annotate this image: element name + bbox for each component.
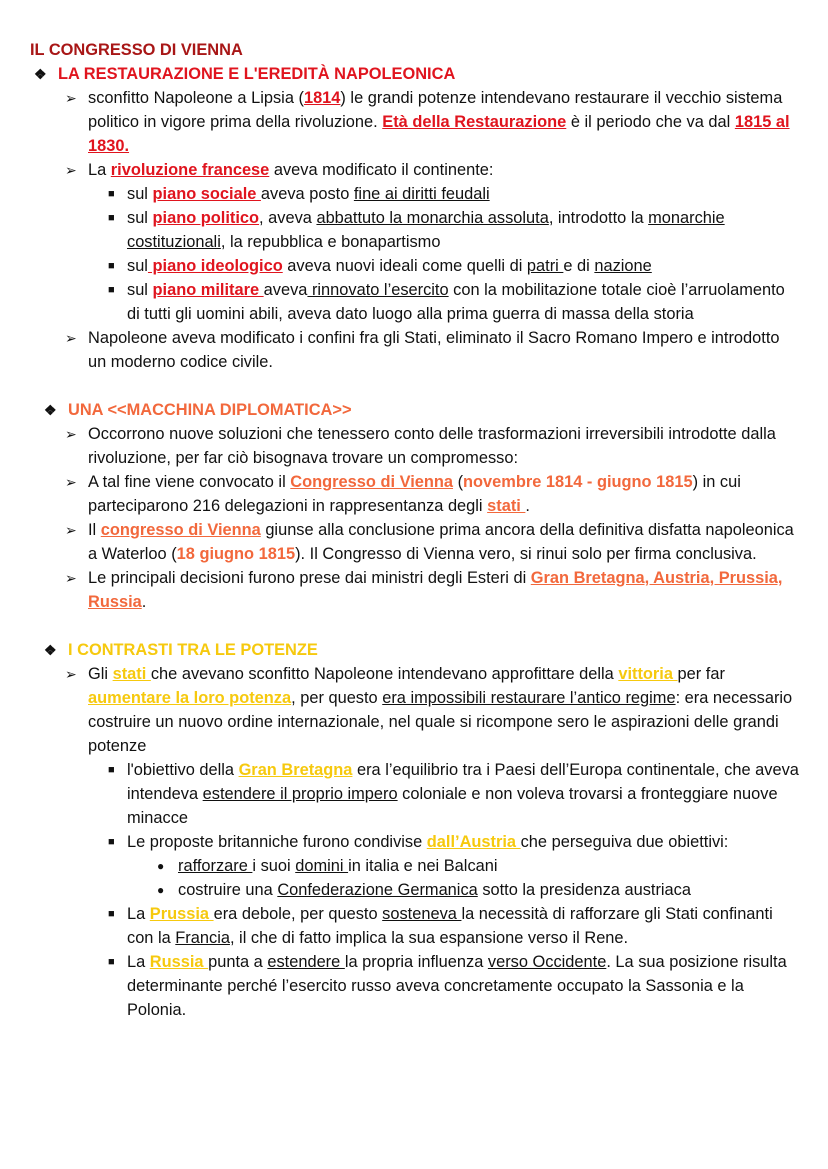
text-run: , per questo [291, 689, 383, 707]
arrow-bullet-icon: ➢ [65, 330, 77, 346]
text-run: è il periodo che va dal [566, 113, 735, 131]
highlighted-text: Francia [175, 929, 230, 947]
circle-bullet-icon: ● [157, 859, 165, 873]
highlighted-text: piano ideologico [147, 257, 283, 275]
text-run: La [88, 161, 111, 179]
section [30, 62, 800, 374]
sections [30, 62, 800, 1022]
text-run: , aveva [259, 209, 317, 227]
highlighted-text: rinnovato l’esercito [307, 281, 449, 299]
text-run: costruire una [178, 881, 278, 899]
text-run: la necessità di rafforzare gli Stati confinanti con la [127, 905, 773, 947]
highlighted-text: stati [112, 665, 151, 683]
text-run: l'obiettivo della [127, 761, 239, 779]
text-run: che perseguiva due obiettivi: [520, 833, 729, 851]
text-run: ). Il Congresso di Vienna vero, si rinui solo per firma conclusiva. [295, 545, 757, 563]
text-run: sul [127, 209, 153, 227]
section-heading-text: I CONTRASTI TRA LE POTENZE [68, 641, 318, 659]
text-run: A tal fine viene convocato il [88, 473, 291, 491]
list-item [30, 206, 800, 254]
text-run: Il [88, 521, 101, 539]
highlighted-text: monarchie costituzionali [127, 209, 725, 251]
text-run: La [127, 905, 150, 923]
list-item [30, 878, 800, 902]
highlighted-text: dall’Austria [426, 833, 521, 851]
section [30, 638, 800, 1022]
highlighted-text: fine ai diritti feudali [353, 185, 490, 203]
highlighted-text: patri [526, 257, 564, 275]
highlighted-text: piano politico [152, 209, 260, 227]
highlighted-text: stati [487, 497, 526, 515]
list-item [30, 854, 800, 878]
highlighted-text: era impossibili restaurare l’antico regime [382, 689, 676, 707]
section-heading-text: LA RESTAURAZIONE E L'EREDITÀ NAPOLEONICA [58, 65, 456, 83]
section-heading [30, 62, 800, 86]
text-run: sul [127, 185, 153, 203]
section-heading [40, 398, 800, 422]
list-item [30, 326, 800, 374]
text-run: in italia e nei Balcani [348, 857, 498, 875]
highlighted-text: sosteneva [382, 905, 462, 923]
text-run: ( [453, 473, 464, 491]
section-heading [40, 638, 800, 662]
text-run: con la mobilitazione totale cioè l’arruolamento di tutti gli uomini abili, aveva dato luogo alla prima guerra di massa della storia [127, 281, 785, 323]
highlighted-text: rivoluzione francese [110, 161, 270, 179]
text-run: Gli [88, 665, 113, 683]
highlighted-text: 1814 [303, 89, 341, 107]
text-run: punta a [208, 953, 268, 971]
text-run: e di [563, 257, 595, 275]
diamond-bullet-icon: ❖ [34, 66, 47, 82]
arrow-bullet-icon: ➢ [65, 666, 77, 682]
highlighted-text: estendere [267, 953, 345, 971]
diamond-bullet-icon: ❖ [44, 642, 57, 658]
document-title: IL CONGRESSO DI VIENNA [30, 41, 243, 59]
text-run: aveva nuovi ideali come quelli di [282, 257, 527, 275]
highlighted-text: aumentare la loro potenza [88, 689, 292, 707]
text-run: coloniale e non voleva trovarsi a fronteggiare nuove minacce [127, 785, 778, 827]
highlighted-text: Gran Bretagna [238, 761, 353, 779]
text-run: sul [127, 257, 148, 275]
highlighted-text: Congresso di Vienna [290, 473, 454, 491]
highlighted-text: Età della Restaurazione [382, 113, 567, 131]
text-run: , introdotto la [548, 209, 649, 227]
highlighted-text: Confederazione Germanica [277, 881, 478, 899]
list-item [30, 86, 800, 158]
text-run: aveva modificato il continente: [269, 161, 494, 179]
list-item [30, 662, 800, 758]
list-item [30, 518, 800, 566]
text-run: Napoleone aveva modificato i confini fra gli Stati, eliminato il Sacro Romano Impero e introdotto un moderno codice civile. [88, 329, 780, 371]
text-run: Le proposte britanniche furono condivise [127, 833, 427, 851]
diamond-bullet-icon: ❖ [44, 402, 57, 418]
text-run: aveva [263, 281, 308, 299]
highlighted-text: piano sociale [152, 185, 261, 203]
highlighted-text: Russia [149, 953, 209, 971]
section-heading-text: UNA <<MACCHINA DIPLOMATICA>> [68, 401, 352, 419]
text-run: era debole, per questo [213, 905, 383, 923]
list-item [30, 182, 800, 206]
text-run: sconfitto Napoleone a Lipsia ( [88, 89, 304, 107]
text-run: . La sua posizione risulta determinante perché l’esercito russo aveva concretamente occupato la Sassonia e la Polonia. [127, 953, 787, 1019]
highlighted-text: 18 giugno 1815 [176, 545, 296, 563]
square-bullet-icon: ■ [108, 764, 115, 776]
list-item [30, 566, 800, 614]
text-run: che avevano sconfitto Napoleone intendevano approfittare della [150, 665, 619, 683]
square-bullet-icon: ■ [108, 908, 115, 920]
list-item [30, 278, 800, 326]
square-bullet-icon: ■ [108, 260, 115, 272]
text-run: ) in cui parteciparono 216 delegazioni in rappresentanza degli [88, 473, 741, 515]
square-bullet-icon: ■ [108, 284, 115, 296]
text-run: : era necessario costruire un nuovo ordine internazionale, nel quale si ricompone sero le aspirazioni delle grandi potenze [88, 689, 793, 755]
text-run: Le principali decisioni furono prese dai ministri degli Esteri di [88, 569, 531, 587]
list-item [30, 758, 800, 830]
text-run: era l’equilibrio tra i Paesi dell’Europa continentale, che aveva intendeva [127, 761, 799, 803]
square-bullet-icon: ■ [108, 956, 115, 968]
circle-bullet-icon: ● [157, 883, 165, 897]
arrow-bullet-icon: ➢ [65, 426, 77, 442]
arrow-bullet-icon: ➢ [65, 474, 77, 490]
highlighted-text: novembre 1814 - giugno 1815 [463, 473, 693, 491]
section [30, 398, 800, 614]
highlighted-text: Prussia [149, 905, 214, 923]
highlighted-text: verso Occidente [487, 953, 607, 971]
list-item [30, 830, 800, 854]
highlighted-text: 1815 al 1830. [88, 113, 790, 155]
arrow-bullet-icon: ➢ [65, 90, 77, 106]
text-run: per far [677, 665, 725, 683]
text-run: sul [127, 281, 153, 299]
highlighted-text: Gran Bretagna, Austria, Prussia, Russia [88, 569, 783, 611]
list-item [30, 422, 800, 470]
arrow-bullet-icon: ➢ [65, 522, 77, 538]
square-bullet-icon: ■ [108, 212, 115, 224]
text-run: . [525, 497, 530, 515]
list-item [30, 902, 800, 950]
highlighted-text: rafforzare [178, 857, 253, 875]
text-run: giunse alla conclusione prima ancora della definitiva disfatta napoleonica a Waterloo ( [88, 521, 794, 563]
highlighted-text: piano militare [152, 281, 264, 299]
text-run: la propria influenza [344, 953, 488, 971]
text-run: ) le grandi potenze intendevano restaurare il vecchio sistema politico in vigore prima della rivoluzione. [88, 89, 783, 131]
list-item [30, 158, 800, 182]
text-run: Occorrono nuove soluzioni che tenessero conto delle trasformazioni irreversibili introdotte dalla rivoluzione, per far ciò bisognava trovare un compromesso: [88, 425, 776, 467]
highlighted-text: domini [295, 857, 349, 875]
text-run: , il che di fatto implica la sua espansione verso il Rene. [229, 929, 629, 947]
highlighted-text: nazione [594, 257, 652, 275]
arrow-bullet-icon: ➢ [65, 162, 77, 178]
highlighted-text: vittoria [618, 665, 678, 683]
highlighted-text: estendere il proprio impero [202, 785, 398, 803]
text-run: . [141, 593, 147, 611]
highlighted-text: congresso di Vienna [100, 521, 261, 539]
text-run: sotto la presidenza austriaca [477, 881, 691, 899]
square-bullet-icon: ■ [108, 836, 115, 848]
text-run: aveva posto [260, 185, 354, 203]
arrow-bullet-icon: ➢ [65, 570, 77, 586]
square-bullet-icon: ■ [108, 188, 115, 200]
text-run: La [127, 953, 150, 971]
text-run: i suoi [252, 857, 296, 875]
highlighted-text: abbattuto la monarchia assoluta [316, 209, 549, 227]
list-item [30, 950, 800, 1022]
list-item [30, 254, 800, 278]
list-item [30, 470, 800, 518]
text-run: , la repubblica e bonapartismo [220, 233, 441, 251]
document [30, 38, 800, 1022]
